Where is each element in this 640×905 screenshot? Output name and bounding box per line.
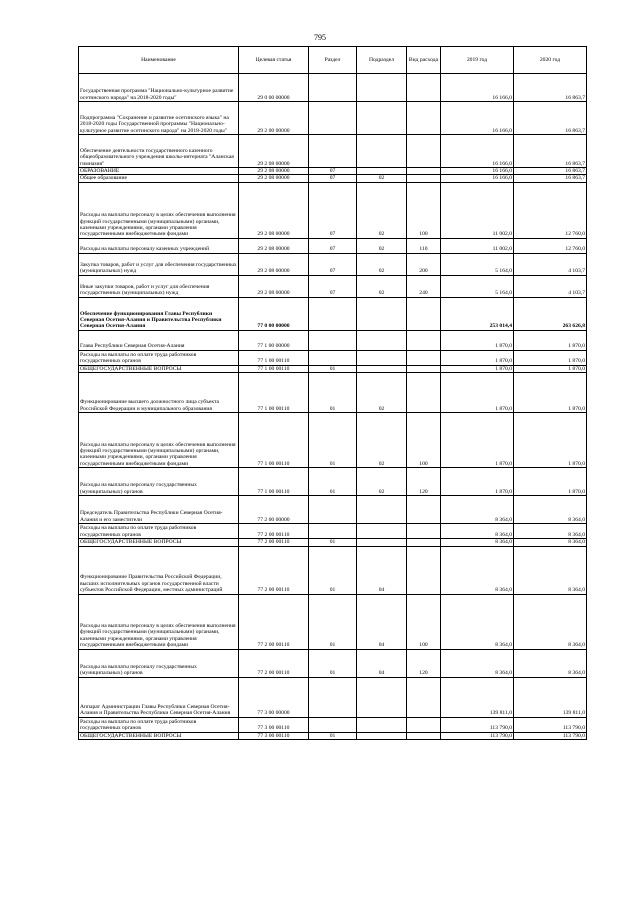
cell-subsection: 02 (357, 275, 407, 297)
cell-2020: 1 870,0 (514, 365, 587, 372)
cell-2020: 16 863,7 (514, 135, 587, 168)
table-row (79, 732, 587, 739)
cell-2020: 8 364,0 (514, 496, 587, 524)
table-row (79, 275, 587, 297)
cell-2020: 263 626,8 (514, 297, 587, 330)
cell-name: ОБЩЕГОСУДАРСТВЕННЫЕ ВОПРОСЫ (79, 732, 239, 739)
cell-target-code: 77 2 00 00110 (239, 539, 309, 546)
cell-2019: 5 164,0 (441, 275, 514, 297)
cell-expense-type (407, 365, 441, 372)
table-row (79, 413, 587, 468)
cell-subsection (357, 102, 407, 135)
cell-section: 07 (309, 168, 357, 175)
cell-2019: 1 870,0 (441, 365, 514, 372)
cell-section (309, 496, 357, 524)
cell-section: 01 (309, 649, 357, 677)
cell-target-code: 77 1 00 00110 (239, 365, 309, 372)
cell-name: Функционирование высшего должностного лица субъекта Российской Федерации и муниципального образования (79, 373, 239, 413)
cell-name: Функционирование Правительства Российской Федерации, высших исполнительных органов государственной власти субъектов Российской Федерации, местных администраций (79, 546, 239, 594)
cell-section: 01 (309, 594, 357, 649)
cell-expense-type (407, 168, 441, 175)
cell-expense-type (407, 135, 441, 168)
cell-target-code: 29 2 00 00000 (239, 102, 309, 135)
cell-2020: 1 870,0 (514, 373, 587, 413)
page-number: 795 (314, 33, 326, 42)
cell-name: Обеспечение деятельности государственного казенного общеобразовательного учреждения школы-интерната "Аланская гимназия" (79, 135, 239, 168)
cell-expense-type (407, 546, 441, 594)
cell-subsection (357, 539, 407, 546)
cell-target-code: 29 2 08 00000 (239, 168, 309, 175)
cell-2020: 8 364,0 (514, 649, 587, 677)
cell-section: 07 (309, 175, 357, 182)
cell-section (309, 135, 357, 168)
cell-name: Расходы на выплаты персоналу государственных (муниципальных) органов (79, 649, 239, 677)
cell-target-code: 29 2 08 00000 (239, 135, 309, 168)
table-row (79, 468, 587, 496)
cell-expense-type (407, 102, 441, 135)
cell-target-code: 77 1 00 00000 (239, 330, 309, 350)
cell-subsection: 04 (357, 594, 407, 649)
cell-expense-type (407, 350, 441, 365)
cell-2019: 5 164,0 (441, 253, 514, 275)
cell-expense-type (407, 677, 441, 717)
cell-target-code: 77 1 00 00110 (239, 413, 309, 468)
cell-name: Расходы на выплаты по оплате труда работников государственных органов (79, 524, 239, 539)
cell-2019: 1 870,0 (441, 330, 514, 350)
cell-target-code: 77 2 00 00110 (239, 649, 309, 677)
cell-section (309, 524, 357, 539)
cell-expense-type: 240 (407, 275, 441, 297)
cell-subsection: 02 (357, 253, 407, 275)
cell-2019: 113 790,0 (441, 732, 514, 739)
cell-section (309, 717, 357, 732)
table-row (79, 74, 587, 102)
cell-subsection (357, 168, 407, 175)
cell-2019: 8 364,0 (441, 546, 514, 594)
cell-name: Обеспечение функционирования Главы Республики Северная Осетия-Алания и Правительства Республики Северная Осетия-Алания (79, 297, 239, 330)
cell-name: ОБРАЗОВАНИЕ (79, 168, 239, 175)
cell-expense-type: 120 (407, 468, 441, 496)
table-header-row (79, 47, 587, 74)
table-row (79, 677, 587, 717)
cell-name: Расходы на выплаты персоналу в целях обеспечения выполнения функций государственными (муниципальными) органами, казенными учреждениями, органами управления государственными внебюджетными фондами (79, 413, 239, 468)
cell-expense-type: 100 (407, 182, 441, 238)
cell-name: Расходы на выплаты персоналу в целях обеспечения выполнения функций государственными (муниципальными) органами, казенными учреждениями, органами управления государственными внебюджетными фондами (79, 182, 239, 238)
cell-2019: 16 166,0 (441, 102, 514, 135)
cell-subsection: 02 (357, 468, 407, 496)
cell-target-code: 77 2 00 00110 (239, 524, 309, 539)
cell-2020: 16 863,7 (514, 74, 587, 102)
cell-section: 01 (309, 539, 357, 546)
cell-section: 01 (309, 365, 357, 372)
cell-expense-type: 200 (407, 253, 441, 275)
cell-name: Общее образование (79, 175, 239, 182)
cell-section (309, 297, 357, 330)
cell-name: Иные закупки товаров, работ и услуг для обеспечения государственных (муниципальных) нужд (79, 275, 239, 297)
cell-target-code: 29 2 08 00000 (239, 238, 309, 253)
cell-section (309, 330, 357, 350)
cell-section: 01 (309, 546, 357, 594)
cell-subsection: 04 (357, 649, 407, 677)
table-row (79, 175, 587, 182)
cell-target-code: 29 2 08 00000 (239, 275, 309, 297)
header-section: Раздел (309, 47, 357, 74)
table-row (79, 135, 587, 168)
cell-target-code: 77 3 00 00110 (239, 717, 309, 732)
cell-target-code: 77 2 00 00110 (239, 594, 309, 649)
cell-2019: 8 364,0 (441, 594, 514, 649)
cell-2019: 16 166,0 (441, 135, 514, 168)
cell-2020: 139 811,0 (514, 677, 587, 717)
cell-subsection (357, 717, 407, 732)
header-year-2020: 2020 год (514, 47, 587, 74)
cell-subsection: 02 (357, 413, 407, 468)
cell-subsection (357, 496, 407, 524)
cell-2020: 1 870,0 (514, 413, 587, 468)
table-row (79, 330, 587, 350)
table-row (79, 539, 587, 546)
cell-subsection: 02 (357, 175, 407, 182)
cell-2019: 139 811,0 (441, 677, 514, 717)
cell-subsection (357, 330, 407, 350)
cell-target-code: 77 3 00 00110 (239, 732, 309, 739)
cell-section: 01 (309, 373, 357, 413)
cell-subsection (357, 677, 407, 717)
cell-expense-type (407, 732, 441, 739)
cell-subsection (357, 350, 407, 365)
table-row (79, 168, 587, 175)
cell-2019: 8 364,0 (441, 496, 514, 524)
cell-section (309, 74, 357, 102)
cell-2019: 253 014,4 (441, 297, 514, 330)
cell-section: 07 (309, 275, 357, 297)
cell-2020: 4 103,7 (514, 275, 587, 297)
cell-target-code: 29 2 08 00000 (239, 175, 309, 182)
cell-subsection (357, 74, 407, 102)
cell-subsection: 02 (357, 373, 407, 413)
cell-subsection (357, 524, 407, 539)
cell-2019: 8 364,0 (441, 524, 514, 539)
table-row (79, 496, 587, 524)
cell-expense-type: 110 (407, 238, 441, 253)
cell-2020: 1 870,0 (514, 468, 587, 496)
cell-expense-type (407, 539, 441, 546)
cell-subsection: 02 (357, 182, 407, 238)
cell-name: ОБЩЕГОСУДАРСТВЕННЫЕ ВОПРОСЫ (79, 539, 239, 546)
cell-2020: 16 863,7 (514, 175, 587, 182)
table-row (79, 253, 587, 275)
table-row (79, 238, 587, 253)
cell-name: Расходы на выплаты персоналу казенных учреждений (79, 238, 239, 253)
cell-section: 01 (309, 468, 357, 496)
cell-2019: 1 870,0 (441, 413, 514, 468)
cell-expense-type: 100 (407, 594, 441, 649)
cell-2020: 16 863,7 (514, 168, 587, 175)
cell-2019: 1 870,0 (441, 373, 514, 413)
cell-name: Закупка товаров, работ и услуг для обеспечения государственных (муниципальных) нужд (79, 253, 239, 275)
cell-2019: 11 002,0 (441, 238, 514, 253)
cell-subsection (357, 365, 407, 372)
cell-2019: 16 166,0 (441, 168, 514, 175)
cell-subsection: 04 (357, 546, 407, 594)
cell-name: ОБЩЕГОСУДАРСТВЕННЫЕ ВОПРОСЫ (79, 365, 239, 372)
cell-section (309, 677, 357, 717)
cell-2019: 8 364,0 (441, 539, 514, 546)
cell-expense-type (407, 74, 441, 102)
cell-name: Глава Республики Северная Осетия-Алания (79, 330, 239, 350)
cell-expense-type (407, 297, 441, 330)
cell-2020: 4 103,7 (514, 253, 587, 275)
cell-2019: 8 364,0 (441, 649, 514, 677)
cell-target-code: 29 2 08 00000 (239, 253, 309, 275)
table-row (79, 649, 587, 677)
cell-expense-type (407, 175, 441, 182)
cell-2020: 1 870,0 (514, 330, 587, 350)
cell-section: 07 (309, 253, 357, 275)
cell-2020: 8 364,0 (514, 524, 587, 539)
cell-target-code: 77 1 00 00110 (239, 468, 309, 496)
cell-2019: 1 870,0 (441, 350, 514, 365)
cell-section: 07 (309, 238, 357, 253)
cell-name: Расходы на выплаты по оплате труда работников государственных органов (79, 350, 239, 365)
header-year-2019: 2019 год (441, 47, 514, 74)
table-row (79, 594, 587, 649)
header-subsection: Подраздел (357, 47, 407, 74)
cell-section (309, 350, 357, 365)
cell-name: Расходы на выплаты персоналу государственных (муниципальных) органов (79, 468, 239, 496)
header-expense-type: Вид расхода (407, 47, 441, 74)
cell-2020: 8 364,0 (514, 539, 587, 546)
cell-2019: 11 002,0 (441, 182, 514, 238)
cell-2020: 16 863,7 (514, 102, 587, 135)
table-row (79, 524, 587, 539)
cell-target-code: 29 0 00 00000 (239, 74, 309, 102)
cell-expense-type (407, 524, 441, 539)
cell-2020: 8 364,0 (514, 594, 587, 649)
cell-target-code: 77 0 00 00000 (239, 297, 309, 330)
cell-name: Расходы на выплаты по оплате труда работников государственных органов (79, 717, 239, 732)
table-row (79, 102, 587, 135)
cell-expense-type: 120 (407, 649, 441, 677)
table-row (79, 717, 587, 732)
table-row (79, 373, 587, 413)
cell-2020: 1 870,0 (514, 350, 587, 365)
cell-2020: 8 364,0 (514, 546, 587, 594)
cell-expense-type (407, 717, 441, 732)
cell-subsection (357, 297, 407, 330)
cell-2020: 12 760,0 (514, 182, 587, 238)
cell-target-code: 77 1 00 00110 (239, 350, 309, 365)
cell-target-code: 77 2 00 00110 (239, 546, 309, 594)
cell-subsection (357, 135, 407, 168)
cell-section: 01 (309, 732, 357, 739)
cell-2019: 16 166,0 (441, 175, 514, 182)
header-name: Наименование (79, 47, 239, 74)
cell-target-code: 77 1 00 00110 (239, 373, 309, 413)
cell-section: 01 (309, 413, 357, 468)
cell-2020: 12 760,0 (514, 238, 587, 253)
cell-2019: 1 870,0 (441, 468, 514, 496)
table-row (79, 365, 587, 372)
cell-2019: 16 166,0 (441, 74, 514, 102)
cell-name: Председатель Правительства Республики Северная Осетия-Алания и его заместители (79, 496, 239, 524)
cell-target-code: 29 2 08 00000 (239, 182, 309, 238)
cell-name: Подпрограмма "Сохранение и развитие осетинского языка" на 2018-2020 годы Государственной программы "Национально-культурное развитие осетинского народа" на 2018-2020 годы" (79, 102, 239, 135)
cell-2020: 113 790,0 (514, 717, 587, 732)
header-target: Целевая статья (239, 47, 309, 74)
cell-section (309, 102, 357, 135)
cell-expense-type (407, 373, 441, 413)
cell-subsection (357, 732, 407, 739)
cell-target-code: 77 2 00 00000 (239, 496, 309, 524)
cell-section: 07 (309, 182, 357, 238)
budget-table (78, 46, 587, 740)
table-row (79, 297, 587, 330)
table-row (79, 182, 587, 238)
table-body (79, 74, 587, 740)
cell-target-code: 77 3 00 00000 (239, 677, 309, 717)
cell-expense-type: 100 (407, 413, 441, 468)
cell-expense-type (407, 330, 441, 350)
cell-subsection: 02 (357, 238, 407, 253)
cell-expense-type (407, 496, 441, 524)
cell-name: Аппарат Администрации Главы Республики Северная Осетия-Алания и Правительства Республики Северная Осетия-Алания (79, 677, 239, 717)
cell-name: Государственная программа "Национально-культурное развитие осетинского народа" на 2018-2020 годы" (79, 74, 239, 102)
cell-name: Расходы на выплаты персоналу в целях обеспечения выполнения функций государственными (муниципальными) органами, казенными учреждениями, органами управления государственными внебюджетными фондами (79, 594, 239, 649)
cell-2019: 113 790,0 (441, 717, 514, 732)
table-row (79, 350, 587, 365)
cell-2020: 113 790,0 (514, 732, 587, 739)
table-row (79, 546, 587, 594)
